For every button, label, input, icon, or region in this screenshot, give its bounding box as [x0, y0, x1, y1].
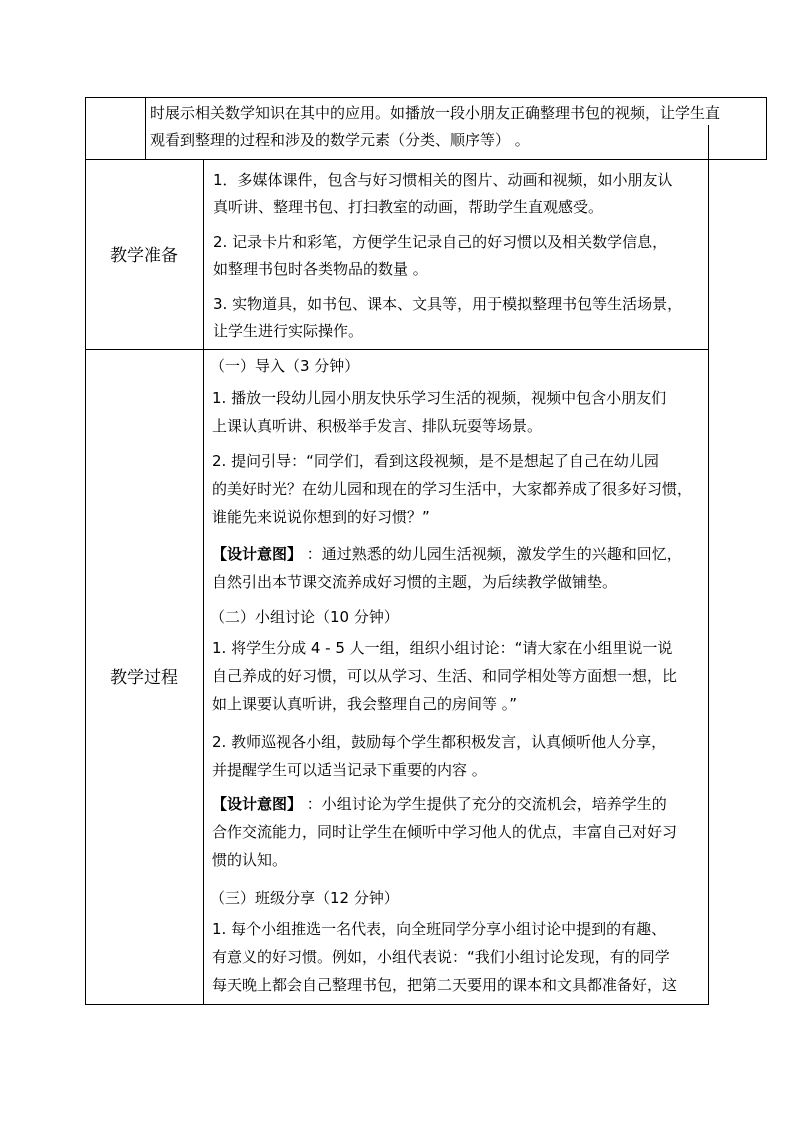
preparation-item-3: 3. 实物道具，如书包、课本、文具等，用于模拟整理书包等生活场景， 让学生进行实际操作。 — [213, 295, 683, 340]
section1-design-intent: 【设计意图】 ：通过熟悉的幼儿园生活视频，激发学生的兴趣和回忆， 自然引出本节课交流养成好习惯的主题，为后续教学做铺垫。 — [212, 545, 682, 591]
design-intent-tag: 【设计意图】 — [212, 795, 303, 813]
column-divider — [203, 159, 204, 1005]
preparation-label: 教学准备 — [110, 246, 178, 266]
design-intent-tag: 【设计意图】 — [212, 545, 303, 563]
section1-paragraph-1: 1. 播放一段幼儿园小朋友快乐学习生活的视频，视频中包含小朋友们 上课认真听讲、积极举手发言、排队玩耍等场景。 — [212, 389, 667, 435]
row-divider-1 — [85, 159, 767, 160]
preparation-item-1: 1．多媒体课件，包含与好习惯相关的图片、动画和视频，如小朋友认 真听讲、整理书包、打扫教室的动画，帮助学生直观感受。 — [213, 171, 673, 216]
section1-heading: （一）导入（3 分钟） — [210, 357, 360, 375]
section1-paragraph-2: 2. 提问引导：“同学们，看到这段视频，是不是想起了自己在幼儿园 的美好时光？在幼儿园和现在的学习生活中，大家都养成了很多好习惯， 谁能先来说说你想到的好习惯？” — [212, 452, 693, 526]
table-border-left — [85, 97, 86, 1005]
section3-heading: （三）班级分享（12 分钟） — [210, 889, 399, 907]
section3-paragraph-1: 1. 每个小组推选一名代表，向全班同学分享小组讨论中提到的有趣、 有意义的好习惯。例如，小组代表说：“我们小组讨论发现，有的同学 每天晚上都会自己整理书包，把第二天要用的课本和文具都准备好，这 — [212, 920, 678, 994]
section2-paragraph-1: 1. 将学生分成 4 - 5 人一组，组织小组讨论：“请大家在小组里说一说 自己养成的好习惯，可以从学习、生活、和同学相处等方面想一想，比 如上课要认真听讲，我会整理自己的房间等 。” — [212, 639, 678, 713]
process-label: 教学过程 — [110, 668, 178, 688]
table-border-top — [85, 97, 767, 98]
top-row-text: 时展示相关数学知识在其中的应用。如播放一段小朋友正确整理书包的视频，让学生直 观看到整理的过程和涉及的数学元素（分类、顺序等） 。 — [150, 104, 721, 149]
table-border-right — [708, 125, 709, 1005]
section2-heading: （二）小组讨论（10 分钟） — [210, 608, 399, 626]
row-divider-2 — [85, 349, 709, 350]
section2-design-intent: 【设计意图】 ：小组讨论为学生提供了充分的交流机会，培养学生的 合作交流能力，同时让学生在倾听中学习他人的优点，丰富自己对好习 惯的认知。 — [212, 795, 678, 869]
section2-paragraph-2: 2. 教师巡视各小组，鼓励每个学生都积极发言，认真倾听他人分享， 并提醒学生可以适当记录下重要的内容 。 — [212, 733, 667, 779]
top-row-right-border — [766, 97, 767, 160]
preparation-item-2: 2. 记录卡片和彩笔，方便学生记录自己的好习惯以及相关数学信息， 如整理书包时各类物品的数量 。 — [213, 233, 668, 278]
top-row-column-divider — [145, 97, 146, 160]
table-border-bottom — [85, 1004, 709, 1005]
